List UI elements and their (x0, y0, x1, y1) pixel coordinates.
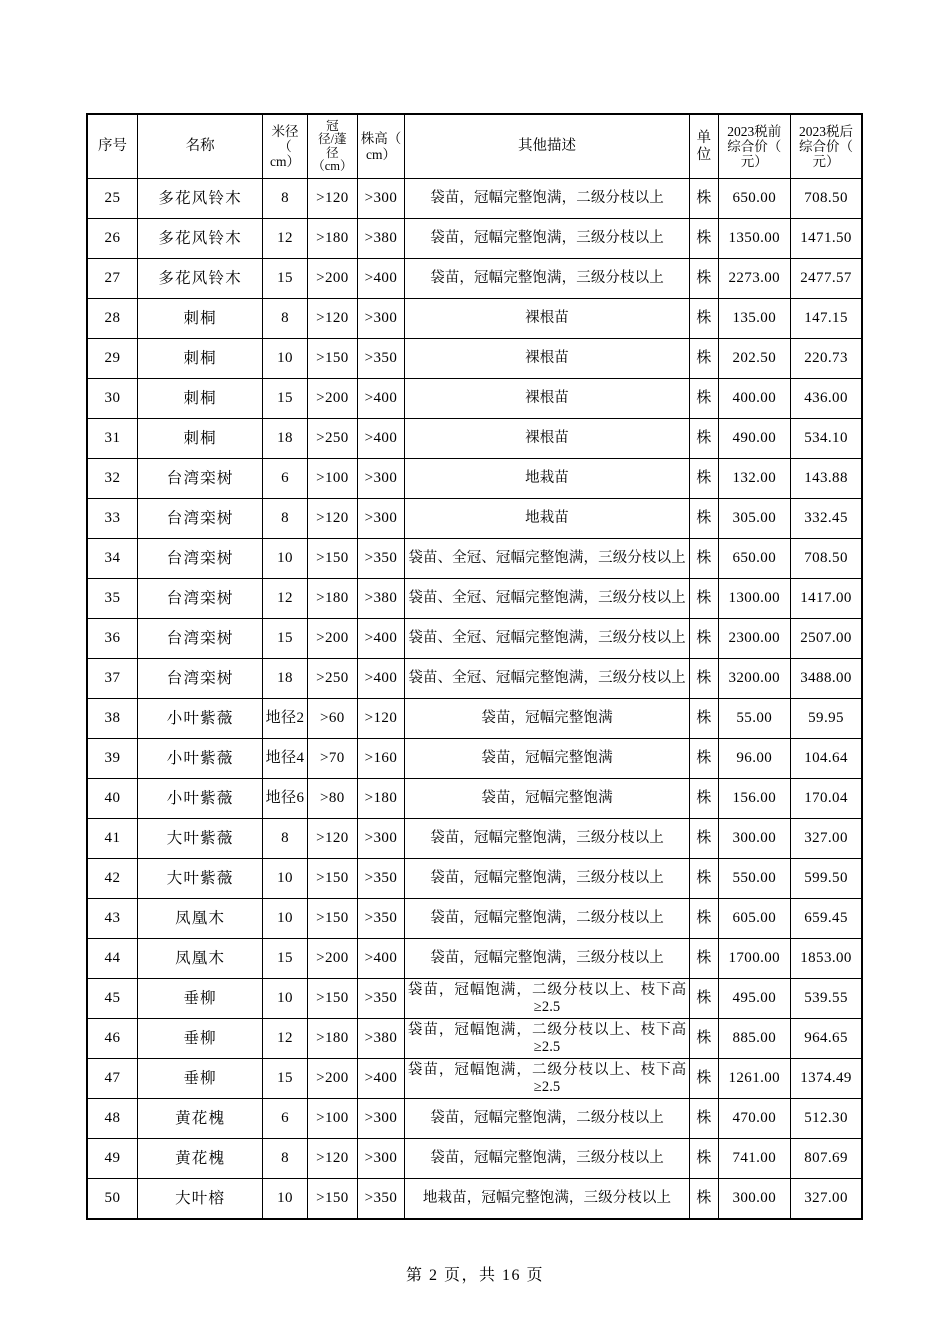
row-height: >350 (358, 979, 405, 1019)
row-posttax: 659.45 (791, 899, 862, 939)
row-unit: 株 (690, 1139, 718, 1179)
table-row (87, 579, 862, 619)
row-description: 袋苗，冠幅完整饱满，三级分枝以上 (404, 819, 689, 859)
row-pretax: 2273.00 (718, 259, 791, 299)
row-unit: 株 (690, 1099, 718, 1139)
row-name: 凤凰木 (137, 939, 262, 979)
col-header-diameter-line1: 米径（ (271, 123, 299, 154)
row-index: 26 (87, 219, 137, 259)
table-row (87, 459, 862, 499)
row-pretax: 300.00 (718, 1179, 791, 1220)
row-posttax: 332.45 (791, 499, 862, 539)
row-crown: >200 (307, 939, 357, 979)
row-index: 32 (87, 459, 137, 499)
row-height: >300 (358, 1139, 405, 1179)
table-row (87, 1019, 862, 1059)
row-unit: 株 (690, 299, 718, 339)
row-pretax: 202.50 (718, 339, 791, 379)
row-height: >400 (358, 259, 405, 299)
row-index: 35 (87, 579, 137, 619)
row-height: >300 (358, 1099, 405, 1139)
row-name: 垂柳 (137, 979, 262, 1019)
row-unit: 株 (690, 779, 718, 819)
row-name: 刺桐 (137, 379, 262, 419)
col-header-pretax-price (718, 114, 791, 179)
row-unit: 株 (690, 699, 718, 739)
row-pretax: 156.00 (718, 779, 791, 819)
row-height: >350 (358, 859, 405, 899)
row-posttax: 599.50 (791, 859, 862, 899)
row-posttax: 436.00 (791, 379, 862, 419)
row-diameter: 15 (263, 1059, 307, 1099)
row-name: 台湾栾树 (137, 579, 262, 619)
row-crown: >150 (307, 979, 357, 1019)
row-height: >400 (358, 939, 405, 979)
table-header (87, 114, 862, 179)
row-height: >160 (358, 739, 405, 779)
col-header-pretax-line1: 2023税前 (727, 123, 782, 139)
row-index: 49 (87, 1139, 137, 1179)
row-index: 37 (87, 659, 137, 699)
row-height: >120 (358, 699, 405, 739)
row-crown: >180 (307, 579, 357, 619)
row-height: >400 (358, 379, 405, 419)
row-crown: >150 (307, 899, 357, 939)
row-pretax: 650.00 (718, 179, 791, 219)
row-index: 27 (87, 259, 137, 299)
row-posttax: 59.95 (791, 699, 862, 739)
row-index: 46 (87, 1019, 137, 1059)
row-unit: 株 (690, 739, 718, 779)
table-row (87, 259, 862, 299)
row-name: 大叶紫薇 (137, 859, 262, 899)
row-crown: >200 (307, 259, 357, 299)
row-crown: >60 (307, 699, 357, 739)
row-name: 小叶紫薇 (137, 739, 262, 779)
row-unit: 株 (690, 979, 718, 1019)
row-index: 39 (87, 739, 137, 779)
row-pretax: 305.00 (718, 499, 791, 539)
row-pretax: 1350.00 (718, 219, 791, 259)
row-unit: 株 (690, 259, 718, 299)
col-header-height-line1: 株高（ (360, 131, 402, 147)
row-name: 垂柳 (137, 1019, 262, 1059)
row-unit: 株 (690, 1059, 718, 1099)
row-height: >380 (358, 219, 405, 259)
row-pretax: 605.00 (718, 899, 791, 939)
row-pretax: 1300.00 (718, 579, 791, 619)
row-diameter: 地径4 (263, 739, 307, 779)
row-diameter: 12 (263, 1019, 307, 1059)
col-header-posttax-line2: 综合价（ (799, 138, 854, 154)
row-crown: >180 (307, 1019, 357, 1059)
row-crown: >70 (307, 739, 357, 779)
price-table-container (86, 113, 863, 1220)
row-index: 30 (87, 379, 137, 419)
row-height: >400 (358, 419, 405, 459)
row-name: 大叶榕 (137, 1179, 262, 1220)
row-description: 袋苗、全冠、冠幅完整饱满，三级分枝以上 (404, 659, 689, 699)
col-header-diameter (263, 114, 307, 179)
row-height: >380 (358, 579, 405, 619)
row-pretax: 55.00 (718, 699, 791, 739)
row-diameter: 地径6 (263, 779, 307, 819)
table-row (87, 939, 862, 979)
row-posttax: 3488.00 (791, 659, 862, 699)
row-pretax: 495.00 (718, 979, 791, 1019)
row-posttax: 708.50 (791, 179, 862, 219)
row-pretax: 490.00 (718, 419, 791, 459)
row-unit: 株 (690, 859, 718, 899)
col-header-height-line2: cm） (365, 146, 396, 162)
row-height: >300 (358, 819, 405, 859)
row-height: >300 (358, 179, 405, 219)
row-diameter: 12 (263, 219, 307, 259)
row-posttax: 1417.00 (791, 579, 862, 619)
table-row (87, 859, 862, 899)
row-crown: >100 (307, 459, 357, 499)
row-pretax: 135.00 (718, 299, 791, 339)
col-header-crown (307, 114, 357, 179)
col-header-crown-line3: 径 (326, 145, 339, 160)
col-header-posttax-line1: 2023税后 (799, 123, 854, 139)
row-crown: >150 (307, 539, 357, 579)
row-unit: 株 (690, 219, 718, 259)
row-pretax: 3200.00 (718, 659, 791, 699)
row-name: 多花风铃木 (137, 219, 262, 259)
table-body (87, 179, 862, 1220)
row-posttax: 1374.49 (791, 1059, 862, 1099)
row-description: 袋苗，冠幅饱满，二级分枝以上、枝下高≥2.5 (404, 1059, 689, 1099)
row-description: 袋苗，冠幅完整饱满，三级分枝以上 (404, 1139, 689, 1179)
row-unit: 株 (690, 339, 718, 379)
row-index: 43 (87, 899, 137, 939)
row-unit: 株 (690, 379, 718, 419)
row-name: 黄花槐 (137, 1139, 262, 1179)
row-pretax: 2300.00 (718, 619, 791, 659)
row-unit: 株 (690, 579, 718, 619)
row-index: 34 (87, 539, 137, 579)
row-index: 48 (87, 1099, 137, 1139)
row-description: 裸根苗 (404, 299, 689, 339)
row-description: 袋苗，冠幅饱满，二级分枝以上、枝下高≥2.5 (404, 979, 689, 1019)
row-index: 44 (87, 939, 137, 979)
row-index: 50 (87, 1179, 137, 1220)
row-posttax: 539.55 (791, 979, 862, 1019)
row-height: >300 (358, 499, 405, 539)
row-posttax: 708.50 (791, 539, 862, 579)
row-crown: >120 (307, 819, 357, 859)
row-unit: 株 (690, 899, 718, 939)
row-description: 袋苗，冠幅完整饱满 (404, 739, 689, 779)
row-index: 28 (87, 299, 137, 339)
row-diameter: 10 (263, 539, 307, 579)
row-crown: >180 (307, 219, 357, 259)
table-row (87, 299, 862, 339)
table-row (87, 499, 862, 539)
table-header-row (87, 114, 862, 179)
row-crown: >150 (307, 859, 357, 899)
row-crown: >120 (307, 299, 357, 339)
col-header-height (358, 114, 405, 179)
row-description: 袋苗、全冠、冠幅完整饱满，三级分枝以上 (404, 539, 689, 579)
col-header-crown-line2: 径/蓬 (318, 132, 347, 147)
row-unit: 株 (690, 1019, 718, 1059)
row-posttax: 143.88 (791, 459, 862, 499)
row-unit: 株 (690, 1179, 718, 1220)
row-posttax: 327.00 (791, 819, 862, 859)
col-header-diameter-line2: cm） (270, 154, 301, 170)
row-posttax: 104.64 (791, 739, 862, 779)
table-row (87, 699, 862, 739)
row-crown: >150 (307, 339, 357, 379)
row-name: 大叶紫薇 (137, 819, 262, 859)
col-header-index: 序号 (87, 114, 137, 179)
row-height: >350 (358, 339, 405, 379)
row-posttax: 512.30 (791, 1099, 862, 1139)
row-diameter: 地径2 (263, 699, 307, 739)
row-description: 袋苗、全冠、冠幅完整饱满，三级分枝以上 (404, 579, 689, 619)
row-unit: 株 (690, 539, 718, 579)
row-height: >350 (358, 539, 405, 579)
row-description: 地栽苗，冠幅完整饱满，三级分枝以上 (404, 1179, 689, 1220)
row-crown: >80 (307, 779, 357, 819)
row-crown: >250 (307, 659, 357, 699)
row-index: 47 (87, 1059, 137, 1099)
row-description: 袋苗，冠幅完整饱满 (404, 699, 689, 739)
table-row (87, 899, 862, 939)
row-posttax: 807.69 (791, 1139, 862, 1179)
row-description: 裸根苗 (404, 339, 689, 379)
row-name: 台湾栾树 (137, 539, 262, 579)
row-description: 袋苗，冠幅完整饱满，三级分枝以上 (404, 939, 689, 979)
row-index: 40 (87, 779, 137, 819)
row-height: >400 (358, 1059, 405, 1099)
row-crown: >120 (307, 1139, 357, 1179)
row-description: 袋苗，冠幅完整饱满，三级分枝以上 (404, 859, 689, 899)
row-name: 垂柳 (137, 1059, 262, 1099)
row-diameter: 15 (263, 259, 307, 299)
row-height: >300 (358, 459, 405, 499)
row-index: 45 (87, 979, 137, 1019)
row-pretax: 400.00 (718, 379, 791, 419)
row-posttax: 170.04 (791, 779, 862, 819)
row-description: 袋苗，冠幅完整饱满，二级分枝以上 (404, 899, 689, 939)
row-height: >350 (358, 1179, 405, 1220)
row-diameter: 10 (263, 979, 307, 1019)
table-row (87, 419, 862, 459)
row-unit: 株 (690, 819, 718, 859)
row-description: 地栽苗 (404, 499, 689, 539)
row-pretax: 741.00 (718, 1139, 791, 1179)
row-name: 凤凰木 (137, 899, 262, 939)
row-height: >380 (358, 1019, 405, 1059)
table-row (87, 1139, 862, 1179)
table-row (87, 1099, 862, 1139)
row-description: 袋苗，冠幅完整饱满，三级分枝以上 (404, 259, 689, 299)
row-diameter: 10 (263, 1179, 307, 1220)
row-description: 地栽苗 (404, 459, 689, 499)
col-header-crown-line1: 冠 (326, 119, 339, 134)
row-posttax: 534.10 (791, 419, 862, 459)
table-row (87, 979, 862, 1019)
row-description: 袋苗，冠幅完整饱满 (404, 779, 689, 819)
row-name: 刺桐 (137, 339, 262, 379)
row-height: >400 (358, 659, 405, 699)
row-crown: >100 (307, 1099, 357, 1139)
row-diameter: 8 (263, 1139, 307, 1179)
row-name: 小叶紫薇 (137, 699, 262, 739)
table-row (87, 379, 862, 419)
row-description: 裸根苗 (404, 379, 689, 419)
row-description: 袋苗，冠幅完整饱满，二级分枝以上 (404, 179, 689, 219)
row-pretax: 300.00 (718, 819, 791, 859)
price-table (86, 113, 863, 1220)
row-diameter: 15 (263, 379, 307, 419)
row-name: 刺桐 (137, 299, 262, 339)
page-footer: 第 2 页，共 16 页 (405, 1267, 544, 1284)
row-diameter: 15 (263, 619, 307, 659)
table-row (87, 219, 862, 259)
row-diameter: 6 (263, 459, 307, 499)
row-crown: >200 (307, 1059, 357, 1099)
row-pretax: 470.00 (718, 1099, 791, 1139)
row-pretax: 550.00 (718, 859, 791, 899)
row-pretax: 650.00 (718, 539, 791, 579)
col-header-posttax-line3: 元） (812, 154, 840, 170)
row-diameter: 10 (263, 899, 307, 939)
row-name: 多花风铃木 (137, 179, 262, 219)
row-name: 多花风铃木 (137, 259, 262, 299)
row-diameter: 12 (263, 579, 307, 619)
row-description: 裸根苗 (404, 419, 689, 459)
row-diameter: 8 (263, 179, 307, 219)
row-unit: 株 (690, 659, 718, 699)
row-diameter: 8 (263, 819, 307, 859)
table-row (87, 339, 862, 379)
row-pretax: 96.00 (718, 739, 791, 779)
row-name: 台湾栾树 (137, 659, 262, 699)
row-name: 台湾栾树 (137, 619, 262, 659)
table-row (87, 179, 862, 219)
col-header-crown-line4: （cm） (312, 158, 353, 173)
row-diameter: 10 (263, 339, 307, 379)
row-posttax: 327.00 (791, 1179, 862, 1220)
row-diameter: 8 (263, 299, 307, 339)
row-name: 小叶紫薇 (137, 779, 262, 819)
table-row (87, 819, 862, 859)
row-description: 袋苗、全冠、冠幅完整饱满，三级分枝以上 (404, 619, 689, 659)
row-unit: 株 (690, 499, 718, 539)
row-description: 袋苗，冠幅完整饱满，二级分枝以上 (404, 1099, 689, 1139)
row-description: 袋苗，冠幅饱满，二级分枝以上、枝下高≥2.5 (404, 1019, 689, 1059)
row-diameter: 10 (263, 859, 307, 899)
row-pretax: 885.00 (718, 1019, 791, 1059)
row-index: 33 (87, 499, 137, 539)
col-header-unit: 单位 (690, 114, 718, 179)
row-crown: >120 (307, 499, 357, 539)
row-index: 29 (87, 339, 137, 379)
table-row (87, 1179, 862, 1220)
row-crown: >200 (307, 619, 357, 659)
row-posttax: 2477.57 (791, 259, 862, 299)
row-diameter: 18 (263, 659, 307, 699)
table-row (87, 779, 862, 819)
row-height: >180 (358, 779, 405, 819)
row-pretax: 1700.00 (718, 939, 791, 979)
table-row (87, 659, 862, 699)
col-header-description: 其他描述 (404, 114, 689, 179)
row-unit: 株 (690, 619, 718, 659)
row-diameter: 8 (263, 499, 307, 539)
row-unit: 株 (690, 179, 718, 219)
row-index: 25 (87, 179, 137, 219)
row-crown: >150 (307, 1179, 357, 1220)
row-index: 42 (87, 859, 137, 899)
table-row (87, 619, 862, 659)
row-index: 38 (87, 699, 137, 739)
row-posttax: 220.73 (791, 339, 862, 379)
row-unit: 株 (690, 419, 718, 459)
row-diameter: 15 (263, 939, 307, 979)
row-index: 36 (87, 619, 137, 659)
row-posttax: 2507.00 (791, 619, 862, 659)
row-description: 袋苗，冠幅完整饱满，三级分枝以上 (404, 219, 689, 259)
row-name: 台湾栾树 (137, 459, 262, 499)
row-crown: >250 (307, 419, 357, 459)
row-pretax: 1261.00 (718, 1059, 791, 1099)
row-height: >400 (358, 619, 405, 659)
row-index: 31 (87, 419, 137, 459)
row-posttax: 964.65 (791, 1019, 862, 1059)
table-row (87, 1059, 862, 1099)
col-header-pretax-line3: 元） (740, 154, 768, 170)
row-posttax: 1853.00 (791, 939, 862, 979)
col-header-posttax-price (791, 114, 862, 179)
row-crown: >200 (307, 379, 357, 419)
row-index: 41 (87, 819, 137, 859)
col-header-name: 名称 (137, 114, 262, 179)
row-diameter: 18 (263, 419, 307, 459)
row-unit: 株 (690, 939, 718, 979)
row-posttax: 147.15 (791, 299, 862, 339)
row-posttax: 1471.50 (791, 219, 862, 259)
row-crown: >120 (307, 179, 357, 219)
row-diameter: 6 (263, 1099, 307, 1139)
row-name: 台湾栾树 (137, 499, 262, 539)
table-row (87, 539, 862, 579)
col-header-pretax-line2: 综合价（ (727, 138, 782, 154)
row-height: >300 (358, 299, 405, 339)
table-row (87, 739, 862, 779)
row-name: 刺桐 (137, 419, 262, 459)
row-pretax: 132.00 (718, 459, 791, 499)
row-height: >350 (358, 899, 405, 939)
row-name: 黄花槐 (137, 1099, 262, 1139)
row-unit: 株 (690, 459, 718, 499)
